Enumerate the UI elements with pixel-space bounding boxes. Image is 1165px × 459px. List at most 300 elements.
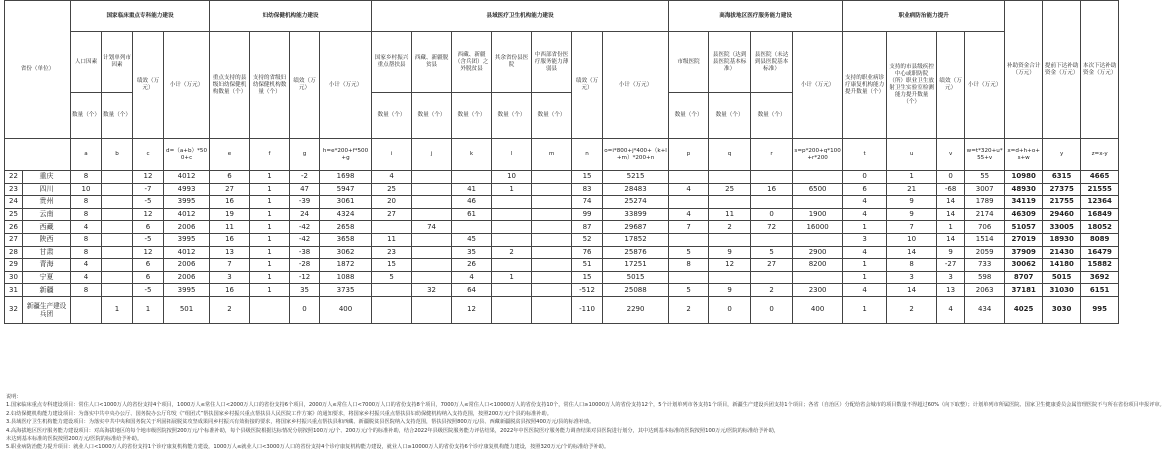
- cell-s: [793, 171, 843, 184]
- cell-e: 16: [210, 233, 250, 246]
- code-v: v: [937, 139, 965, 171]
- cell-h: 1698: [320, 171, 372, 184]
- cell-s: 400: [793, 296, 843, 323]
- cell-j: [412, 233, 452, 246]
- col-header-r: 县医院（未达到县医院基本标准）: [751, 32, 793, 93]
- cell-j: [412, 183, 452, 196]
- cell-q: 12: [709, 259, 751, 272]
- code-a: a: [71, 139, 102, 171]
- cell-f: 1: [250, 171, 290, 184]
- cell-e: 13: [210, 246, 250, 259]
- col-header-e: 重点支持的县级妇幼保健机构数量（个）: [210, 32, 250, 139]
- province-name: 新疆生产建设兵团: [23, 296, 71, 323]
- cell-u: 9: [887, 208, 937, 221]
- province-name: 新疆: [23, 284, 71, 297]
- cell-y: 5015: [1043, 271, 1081, 284]
- cell-e: 2: [210, 296, 250, 323]
- cell-a: 8: [71, 208, 102, 221]
- cell-n: 15: [572, 171, 603, 184]
- cell-o: 17251: [603, 259, 669, 272]
- cell-x: 27019: [1005, 233, 1043, 246]
- count-label-i: 数量（个）: [372, 93, 412, 139]
- count-label-a: 数量（个）: [71, 93, 102, 139]
- funding-allocation-table: [4, 0, 1119, 324]
- code-j: j: [412, 139, 452, 171]
- cell-b: [102, 196, 133, 209]
- cell-a: 8: [71, 171, 102, 184]
- cell-w: 733: [965, 259, 1005, 272]
- count-label-j: 数量（个）: [412, 93, 452, 139]
- cell-v: 13: [937, 284, 965, 297]
- cell-s: 1900: [793, 208, 843, 221]
- cell-l: 2: [492, 246, 532, 259]
- cell-w: 55: [965, 171, 1005, 184]
- group-clinical-specialty: 国家临床重点专科能力建设: [71, 1, 210, 32]
- cell-m: [532, 233, 572, 246]
- col-header-v: 绩效（万元）: [937, 32, 965, 139]
- cell-v: 4: [937, 296, 965, 323]
- cell-t: 1: [843, 221, 887, 234]
- cell-m: [532, 183, 572, 196]
- code-r: r: [751, 139, 793, 171]
- cell-w: 434: [965, 296, 1005, 323]
- cell-j: [412, 208, 452, 221]
- cell-k: [452, 171, 492, 184]
- code-w: w=t*320+u*55+v: [965, 139, 1005, 171]
- cell-r: [751, 196, 793, 209]
- cell-p: [669, 196, 709, 209]
- cell-m: [532, 259, 572, 272]
- cell-g: 35: [290, 284, 320, 297]
- cell-j: [412, 196, 452, 209]
- cell-g: 24: [290, 208, 320, 221]
- cell-f: 1: [250, 221, 290, 234]
- row-number: 24: [5, 196, 23, 209]
- col-header-f: 支持的省级妇幼保健机构数量（个）: [250, 32, 290, 139]
- cell-r: [751, 271, 793, 284]
- count-label-l: 数量（个）: [492, 93, 532, 139]
- cell-u: 10: [887, 233, 937, 246]
- code-q: q: [709, 139, 751, 171]
- cell-g: -12: [290, 271, 320, 284]
- col-header-z: 本次下达补助资金（万元）: [1081, 1, 1119, 139]
- col-header-i: 国家乡村振兴重点帮扶县: [372, 32, 412, 93]
- cell-y: 21755: [1043, 196, 1081, 209]
- cell-b: [102, 259, 133, 272]
- col-header-n: 绩效（万元）: [572, 32, 603, 139]
- col-header-p: 市级医院: [669, 32, 709, 93]
- cell-k: 35: [452, 246, 492, 259]
- cell-y: 29460: [1043, 208, 1081, 221]
- note-item: 5.职业病防治能力提升项目：就业人口<1000万人的省份支持1个诊疗康复机构能力建设，1000万人≤就业人口<3000万人口的省份支持4个诊疗康复机构能力建设，就业人口≥10000万人的省份支持6个诊疗康复机构能力建设，按照320万元/个的标准给予补助。: [6, 444, 610, 451]
- cell-v: 14: [937, 208, 965, 221]
- cell-f: 1: [250, 208, 290, 221]
- row-number: 25: [5, 208, 23, 221]
- cell-z: 4665: [1081, 171, 1119, 184]
- cell-m: [532, 171, 572, 184]
- cell-i: [372, 284, 412, 297]
- cell-c: 12: [133, 171, 164, 184]
- cell-h: 3062: [320, 246, 372, 259]
- col-header-s: 小计（万元）: [793, 32, 843, 139]
- cell-t: 6: [843, 183, 887, 196]
- cell-q: 9: [709, 246, 751, 259]
- cell-r: 0: [751, 296, 793, 323]
- code-o: o=i*800+j*400+（k+l+m）*200+n: [603, 139, 669, 171]
- cell-n: -512: [572, 284, 603, 297]
- cell-w: 2063: [965, 284, 1005, 297]
- cell-n: -110: [572, 296, 603, 323]
- cell-j: [412, 271, 452, 284]
- cell-s: 2900: [793, 246, 843, 259]
- count-label-p: 数量（个）: [669, 93, 709, 139]
- table-row: [5, 221, 1119, 234]
- cell-u: 3: [887, 271, 937, 284]
- cell-g: -2: [290, 171, 320, 184]
- cell-f: 1: [250, 183, 290, 196]
- code-u: u: [887, 139, 937, 171]
- col-header-b: 计划单列市因素: [102, 32, 133, 93]
- cell-p: 5: [669, 284, 709, 297]
- cell-z: 21555: [1081, 183, 1119, 196]
- table-row: [5, 246, 1119, 259]
- cell-o: 17852: [603, 233, 669, 246]
- table-row: [5, 171, 1119, 184]
- cell-c: -5: [133, 196, 164, 209]
- cell-b: [102, 284, 133, 297]
- row-number: 22: [5, 171, 23, 184]
- cell-j: 74: [412, 221, 452, 234]
- cell-n: 74: [572, 196, 603, 209]
- cell-s: 6500: [793, 183, 843, 196]
- cell-z: 995: [1081, 296, 1119, 323]
- col-header-d: 小计（万元）: [164, 32, 210, 139]
- cell-i: 11: [372, 233, 412, 246]
- table-row: [5, 259, 1119, 272]
- cell-d: 4993: [164, 183, 210, 196]
- cell-v: 0: [937, 171, 965, 184]
- cell-b: [102, 171, 133, 184]
- cell-w: 3007: [965, 183, 1005, 196]
- col-header-w: 小计（万元）: [965, 32, 1005, 139]
- cell-x: 51057: [1005, 221, 1043, 234]
- cell-u: 8: [887, 259, 937, 272]
- province-name: 西藏: [23, 221, 71, 234]
- group-county-medical: 县域医疗卫生机构能力建设: [372, 1, 669, 32]
- cell-x: 34119: [1005, 196, 1043, 209]
- cell-l: [492, 259, 532, 272]
- code-c: c: [133, 139, 164, 171]
- cell-l: [492, 208, 532, 221]
- cell-h: 3735: [320, 284, 372, 297]
- cell-d: 2006: [164, 271, 210, 284]
- row-number: 23: [5, 183, 23, 196]
- cell-o: 28483: [603, 183, 669, 196]
- cell-v: 14: [937, 233, 965, 246]
- row-number: 30: [5, 271, 23, 284]
- cell-u: 7: [887, 221, 937, 234]
- cell-k: 26: [452, 259, 492, 272]
- cell-t: 4: [843, 246, 887, 259]
- cell-l: [492, 284, 532, 297]
- cell-e: 6: [210, 171, 250, 184]
- cell-f: 1: [250, 246, 290, 259]
- cell-w: 1789: [965, 196, 1005, 209]
- code-z: z=x-y: [1081, 139, 1119, 171]
- cell-h: 5947: [320, 183, 372, 196]
- row-number: 29: [5, 259, 23, 272]
- cell-e: 11: [210, 221, 250, 234]
- cell-e: 3: [210, 271, 250, 284]
- cell-d: 4012: [164, 208, 210, 221]
- cell-i: 20: [372, 196, 412, 209]
- cell-b: [102, 233, 133, 246]
- col-header-t: 支持的职业病诊疗康复机构能力提升数量（个）: [843, 32, 887, 139]
- cell-k: 45: [452, 233, 492, 246]
- cell-z: 6151: [1081, 284, 1119, 297]
- code-e: e: [210, 139, 250, 171]
- cell-f: 1: [250, 271, 290, 284]
- code-x: x=d+h+o+s+w: [1005, 139, 1043, 171]
- row-number: 31: [5, 284, 23, 297]
- cell-p: 8: [669, 259, 709, 272]
- count-label-k: 数量（个）: [452, 93, 492, 139]
- funding-table-sheet: [4, 0, 1117, 324]
- cell-c: 1: [133, 296, 164, 323]
- cell-d: 2006: [164, 221, 210, 234]
- cell-y: 14180: [1043, 259, 1081, 272]
- cell-n: 51: [572, 259, 603, 272]
- cell-k: 61: [452, 208, 492, 221]
- cell-c: 6: [133, 259, 164, 272]
- cell-g: -42: [290, 221, 320, 234]
- col-header-l: 其余省份县医院: [492, 32, 532, 93]
- cell-p: 4: [669, 208, 709, 221]
- cell-z: 16849: [1081, 208, 1119, 221]
- cell-a: 8: [71, 196, 102, 209]
- note-item: 2.妇幼保健机构能力建设项目：为落实中共中央办公厅、国务院办公厅印发《“组团式”帮扶国家乡村振兴重点帮扶县人民医院工作方案》的通知要求，将国家乡村振兴重点帮扶县妇幼保健机构纳入支持范围，按照200万元/个县的标准补助。: [6, 410, 552, 417]
- cell-c: -5: [133, 284, 164, 297]
- cell-r: 2: [751, 284, 793, 297]
- cell-s: [793, 196, 843, 209]
- row-number: 26: [5, 221, 23, 234]
- cell-d: 3995: [164, 233, 210, 246]
- cell-e: 7: [210, 259, 250, 272]
- code-cell-blank: [5, 139, 71, 171]
- cell-i: 27: [372, 208, 412, 221]
- cell-q: 25: [709, 183, 751, 196]
- cell-s: 2300: [793, 284, 843, 297]
- cell-d: 4012: [164, 171, 210, 184]
- code-g: g: [290, 139, 320, 171]
- cell-t: 0: [843, 171, 887, 184]
- cell-o: 33899: [603, 208, 669, 221]
- province-name: 贵州: [23, 196, 71, 209]
- cell-k: 12: [452, 296, 492, 323]
- cell-a: 8: [71, 233, 102, 246]
- cell-n: 15: [572, 271, 603, 284]
- cell-j: [412, 296, 452, 323]
- code-i: i: [372, 139, 412, 171]
- code-p: p: [669, 139, 709, 171]
- cell-c: 6: [133, 271, 164, 284]
- cell-n: 99: [572, 208, 603, 221]
- table-notes: [6, 393, 1165, 452]
- cell-n: 76: [572, 246, 603, 259]
- cell-a: 4: [71, 259, 102, 272]
- col-header-a: 人口因素: [71, 32, 102, 93]
- cell-a: 4: [71, 221, 102, 234]
- cell-m: [532, 196, 572, 209]
- cell-j: [412, 246, 452, 259]
- cell-y: 27375: [1043, 183, 1081, 196]
- cell-h: 1872: [320, 259, 372, 272]
- cell-g: 47: [290, 183, 320, 196]
- cell-y: 18930: [1043, 233, 1081, 246]
- cell-u: 2: [887, 296, 937, 323]
- cell-i: 4: [372, 171, 412, 184]
- code-n: n: [572, 139, 603, 171]
- cell-y: 31030: [1043, 284, 1081, 297]
- code-m: m: [532, 139, 572, 171]
- row-number: 32: [5, 296, 23, 323]
- cell-t: 1: [843, 296, 887, 323]
- cell-c: 6: [133, 221, 164, 234]
- cell-m: [532, 296, 572, 323]
- cell-h: 3658: [320, 233, 372, 246]
- cell-z: 18052: [1081, 221, 1119, 234]
- cell-r: [751, 233, 793, 246]
- cell-f: 1: [250, 259, 290, 272]
- group-high-altitude: 高海拔地区医疗服务能力建设: [669, 1, 843, 32]
- cell-l: 1: [492, 271, 532, 284]
- cell-j: [412, 171, 452, 184]
- cell-m: [532, 284, 572, 297]
- province-name: 宁夏: [23, 271, 71, 284]
- cell-b: [102, 271, 133, 284]
- cell-u: 9: [887, 196, 937, 209]
- cell-u: 14: [887, 284, 937, 297]
- cell-g: -38: [290, 246, 320, 259]
- cell-m: [532, 208, 572, 221]
- cell-g: 0: [290, 296, 320, 323]
- cell-r: 16: [751, 183, 793, 196]
- cell-g: -28: [290, 259, 320, 272]
- cell-s: 8200: [793, 259, 843, 272]
- cell-t: 4: [843, 208, 887, 221]
- count-label-m: 数量（个）: [532, 93, 572, 139]
- table-row: [5, 284, 1119, 297]
- note-item: 4.高海拔地区医疗服务能力建设项目：对高海拔地区的每个地市级医院按照200万元/个标准补助，每个县级医院根据达标情况分别按照100万元/个、200万元/个的标准补助，结合2022年县级医院服务能力评估结果，2022年中医医院医疗服务能力调查结果对县医院进行划分，其中达到基本标准的医院按照100万元/医院的标准给予补助，: [6, 427, 780, 434]
- cell-q: [709, 196, 751, 209]
- count-label-r: 数量（个）: [751, 93, 793, 139]
- note-item: 未达到基本标准的医院按照200万元/医院的标准给予补助。: [6, 436, 143, 443]
- cell-t: 1: [843, 259, 887, 272]
- cell-m: [532, 221, 572, 234]
- province-name: 云南: [23, 208, 71, 221]
- col-header-o: 小计（万元）: [603, 32, 669, 139]
- cell-i: 25: [372, 183, 412, 196]
- cell-a: 10: [71, 183, 102, 196]
- cell-y: 33005: [1043, 221, 1081, 234]
- cell-b: 1: [102, 296, 133, 323]
- cell-b: [102, 183, 133, 196]
- cell-l: [492, 221, 532, 234]
- cell-o: 5015: [603, 271, 669, 284]
- col-header-q: 县医院（达到县医院基本标准）: [709, 32, 751, 93]
- cell-d: 3995: [164, 196, 210, 209]
- cell-d: 2006: [164, 259, 210, 272]
- cell-t: 1: [843, 271, 887, 284]
- cell-s: 16000: [793, 221, 843, 234]
- cell-q: 11: [709, 208, 751, 221]
- cell-v: 14: [937, 196, 965, 209]
- cell-q: 2: [709, 221, 751, 234]
- cell-p: [669, 271, 709, 284]
- code-s: s=p*200+q*100+r*200: [793, 139, 843, 171]
- province-name: 重庆: [23, 171, 71, 184]
- table-row: [5, 271, 1119, 284]
- cell-h: 4324: [320, 208, 372, 221]
- cell-x: 4025: [1005, 296, 1043, 323]
- cell-v: 1: [937, 221, 965, 234]
- code-f: f: [250, 139, 290, 171]
- code-t: t: [843, 139, 887, 171]
- cell-l: [492, 296, 532, 323]
- cell-d: 4012: [164, 246, 210, 259]
- code-y: y: [1043, 139, 1081, 171]
- col-header-c: 绩效（万元）: [133, 32, 164, 139]
- province-name: 青海: [23, 259, 71, 272]
- count-label-q: 数量（个）: [709, 93, 751, 139]
- cell-a: 4: [71, 271, 102, 284]
- cell-h: 400: [320, 296, 372, 323]
- table-row: [5, 196, 1119, 209]
- cell-x: 10980: [1005, 171, 1043, 184]
- cell-a: 8: [71, 246, 102, 259]
- cell-i: 15: [372, 259, 412, 272]
- province-name: 甘肃: [23, 246, 71, 259]
- cell-i: 23: [372, 246, 412, 259]
- col-header-m: 中西部省份医疗服务能力薄弱县: [532, 32, 572, 93]
- province-name: 四川: [23, 183, 71, 196]
- cell-k: 46: [452, 196, 492, 209]
- cell-l: [492, 233, 532, 246]
- cell-f: 1: [250, 233, 290, 246]
- table-row: [5, 233, 1119, 246]
- code-d: d=（a+b）*500+c: [164, 139, 210, 171]
- cell-c: -7: [133, 183, 164, 196]
- cell-q: [709, 171, 751, 184]
- cell-x: 30062: [1005, 259, 1043, 272]
- cell-e: 27: [210, 183, 250, 196]
- cell-j: [412, 259, 452, 272]
- code-k: k: [452, 139, 492, 171]
- cell-v: -27: [937, 259, 965, 272]
- group-occupational-disease: 职业病防治能力提升: [843, 1, 1005, 32]
- cell-x: 37909: [1005, 246, 1043, 259]
- cell-j: 32: [412, 284, 452, 297]
- cell-z: 12364: [1081, 196, 1119, 209]
- cell-w: 1514: [965, 233, 1005, 246]
- cell-q: 9: [709, 284, 751, 297]
- cell-z: 16479: [1081, 246, 1119, 259]
- cell-t: 4: [843, 196, 887, 209]
- cell-r: 27: [751, 259, 793, 272]
- notes-title: 说明：: [6, 394, 22, 400]
- cell-t: 3: [843, 233, 887, 246]
- note-item: 3.县域医疗卫生机构能力建设项目：为落实中共中央和国务院关于巩固拓展脱贫攻坚成果同乡村振兴有效衔接的要求，将国家乡村振兴重点帮扶县和西藏、新疆脱贫县医院纳入支持范围，帮扶县按照800万元/县、西藏新疆脱贫县按照400万元/县的标准补助。: [6, 419, 595, 426]
